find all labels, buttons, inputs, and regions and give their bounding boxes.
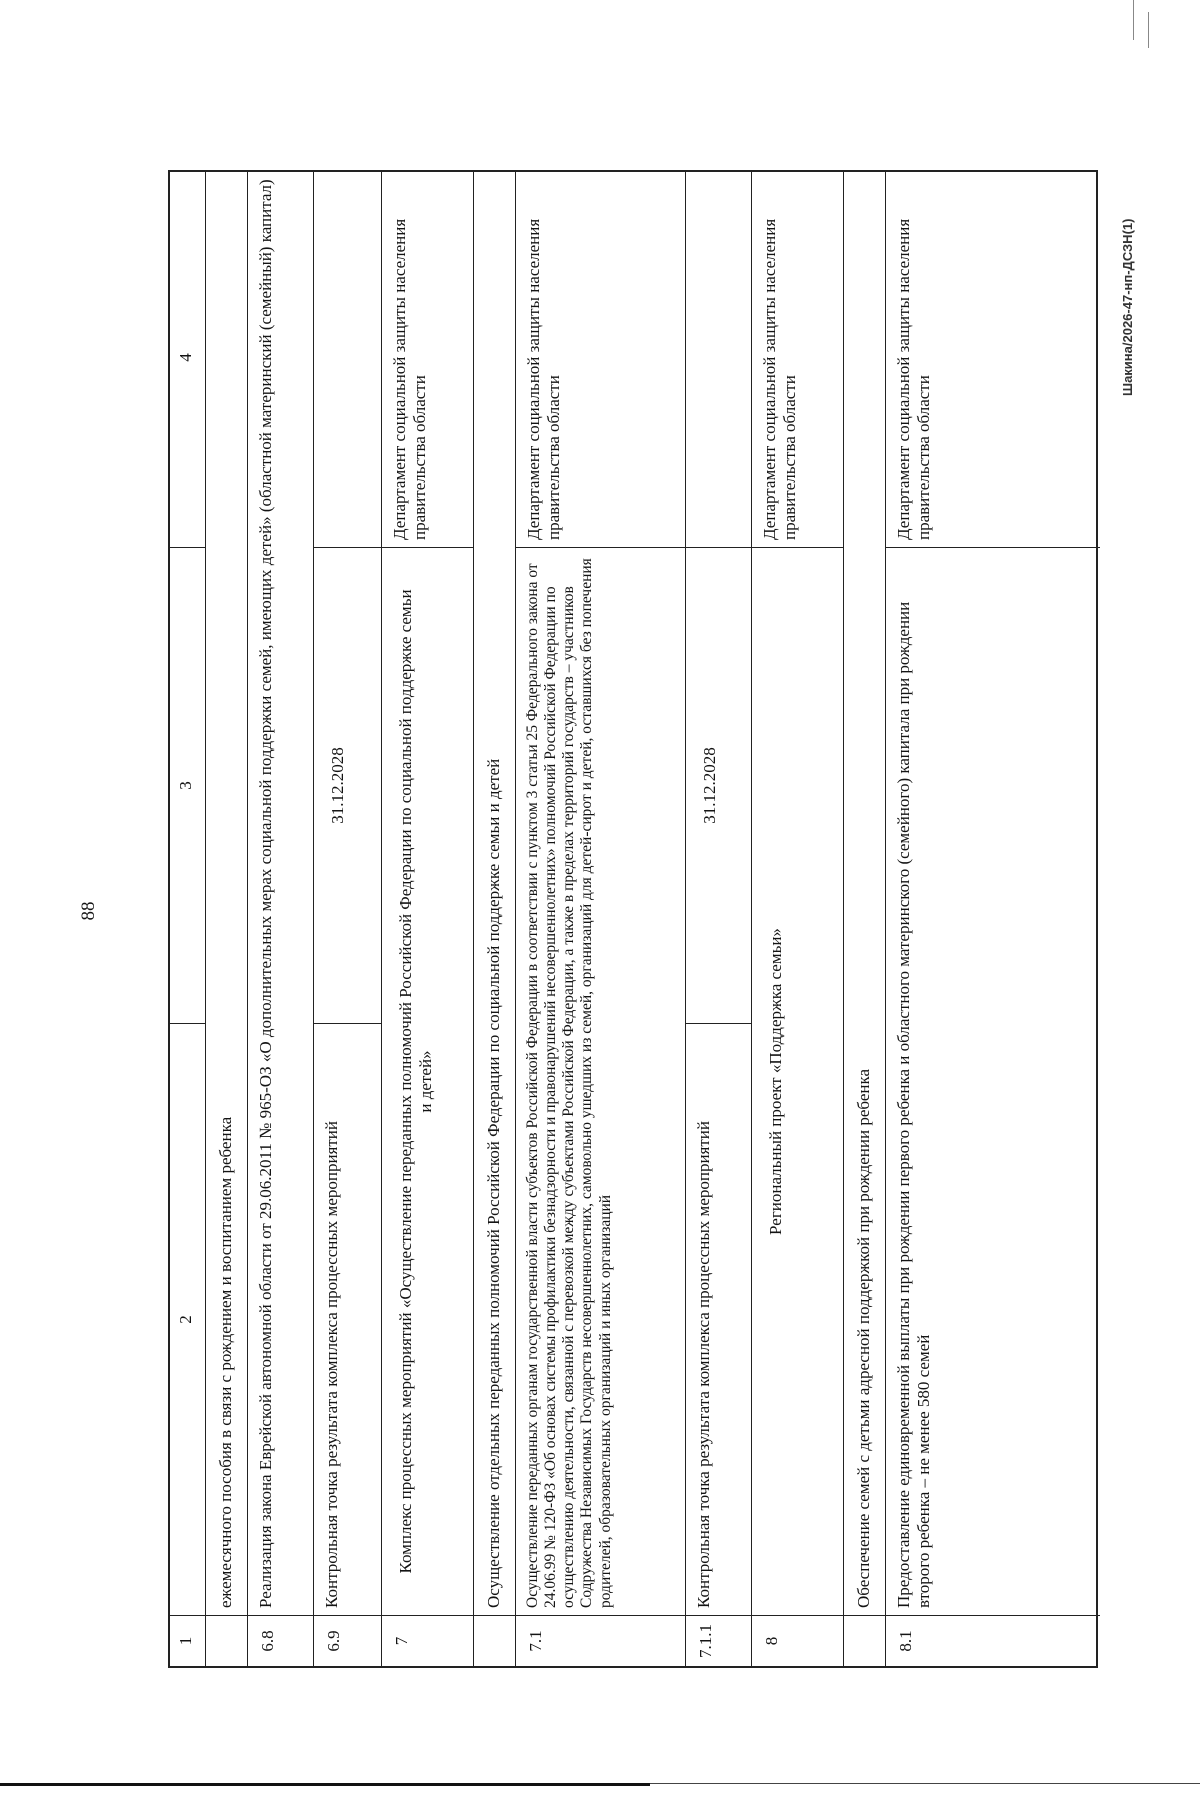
responsible: Департамент социальной защиты населения правительства области bbox=[752, 168, 843, 548]
table-header-row bbox=[170, 172, 206, 1666]
project-title: Региональный проект «Поддержка семьи» bbox=[752, 548, 843, 1616]
row-number: 6.9 bbox=[324, 1630, 343, 1652]
responsible: Департамент социальной защиты населения правительства области bbox=[516, 168, 685, 548]
responsible bbox=[686, 168, 751, 548]
row-text: Реализация закона Еврейской автономной области от 29.06.2011 № 965-ОЗ «О дополнительных мерах социальной поддержки семей, имеющих детей» (областной материнский (семейный) капитал) bbox=[248, 168, 313, 1616]
scan-edge-line bbox=[650, 1783, 1200, 1784]
header-col-3: 3 bbox=[170, 548, 205, 1024]
scan-edge-line bbox=[0, 1783, 650, 1786]
activities-table bbox=[168, 170, 1098, 1668]
responsible: Департамент социальной защиты населения правительства области bbox=[886, 168, 1100, 548]
row-number: 7 bbox=[392, 1636, 411, 1646]
document-code: Шакина/2026-47-нп-ДСЗН(1) bbox=[1120, 218, 1135, 396]
table-row bbox=[516, 172, 686, 1666]
row-text: Контрольная точка результата комплекса процессных мероприятий bbox=[686, 1024, 751, 1616]
row-number: 6.8 bbox=[258, 1630, 277, 1652]
row-number bbox=[844, 1616, 885, 1666]
table-row bbox=[382, 172, 474, 1666]
table-row bbox=[206, 172, 248, 1666]
header-col-2: 2 bbox=[170, 1024, 205, 1616]
row-text: Осуществление переданных органам государственной власти субъектов Российской Федерации в соответствии с пунктом 3 статьи 25 Федерального закона от 24.06.99 № 120-ФЗ «Об основах системы профилактики безнадзорности и правонарушений несовершеннолетних» полномочий Российской Федерации по осуществлению деятельности, связанной с перевозкой между субъектами Российской Федерации, а также в пределах территорий государств – участников Содружества Независимых Государств несовершеннолетних, самовольно ушедших из семей, организаций для детей-сирот и детей, оставшихся без попечения родителей, образовательных организаций и иных организаций bbox=[516, 548, 685, 1616]
deadline: 31.12.2028 bbox=[686, 548, 751, 1024]
row-number bbox=[474, 1616, 515, 1666]
section-text: ежемесячного пособия в связи с рождением и воспитанием ребенка bbox=[206, 168, 247, 1616]
section-text: Обеспечение семей с детьми адресной поддержкой при рождении ребенка bbox=[844, 168, 885, 1616]
row-number bbox=[206, 1616, 247, 1666]
scan-mark bbox=[1148, 12, 1149, 48]
table-row bbox=[886, 172, 1100, 1666]
table-row bbox=[314, 172, 382, 1666]
row-number: 8 bbox=[762, 1636, 781, 1646]
row-text: Контрольная точка результата комплекса процессных мероприятий bbox=[314, 1024, 381, 1616]
responsible: Департамент социальной защиты населения правительства области bbox=[382, 168, 473, 548]
header-col-4: 4 bbox=[170, 168, 205, 548]
table-row bbox=[752, 172, 844, 1666]
page-number: 88 bbox=[78, 901, 99, 921]
responsible bbox=[314, 168, 381, 548]
row-number: 7.1.1 bbox=[696, 1624, 715, 1658]
deadline: 31.12.2028 bbox=[314, 548, 381, 1024]
row-text: Предоставление единовременной выплаты при рождении первого ребенка и областного материнского (семейного) капитала при рождении второго ребенка – не менее 580 семей bbox=[886, 548, 1100, 1616]
row-number: 7.1 bbox=[526, 1630, 545, 1652]
table-row bbox=[844, 172, 886, 1666]
table-row bbox=[686, 172, 752, 1666]
complex-title: Комплекс процессных мероприятий «Осуществление переданных полномочий Российской Федерации по социальной поддержке семьи и детей» bbox=[382, 548, 473, 1616]
section-text: Осуществление отдельных переданных полномочий Российской Федерации по социальной поддержке семьи и детей bbox=[474, 168, 515, 1616]
row-number: 8.1 bbox=[896, 1630, 915, 1652]
table-row bbox=[474, 172, 516, 1666]
header-col-1: 1 bbox=[176, 1636, 195, 1646]
table-row bbox=[248, 172, 314, 1666]
scan-mark bbox=[1133, 0, 1134, 40]
